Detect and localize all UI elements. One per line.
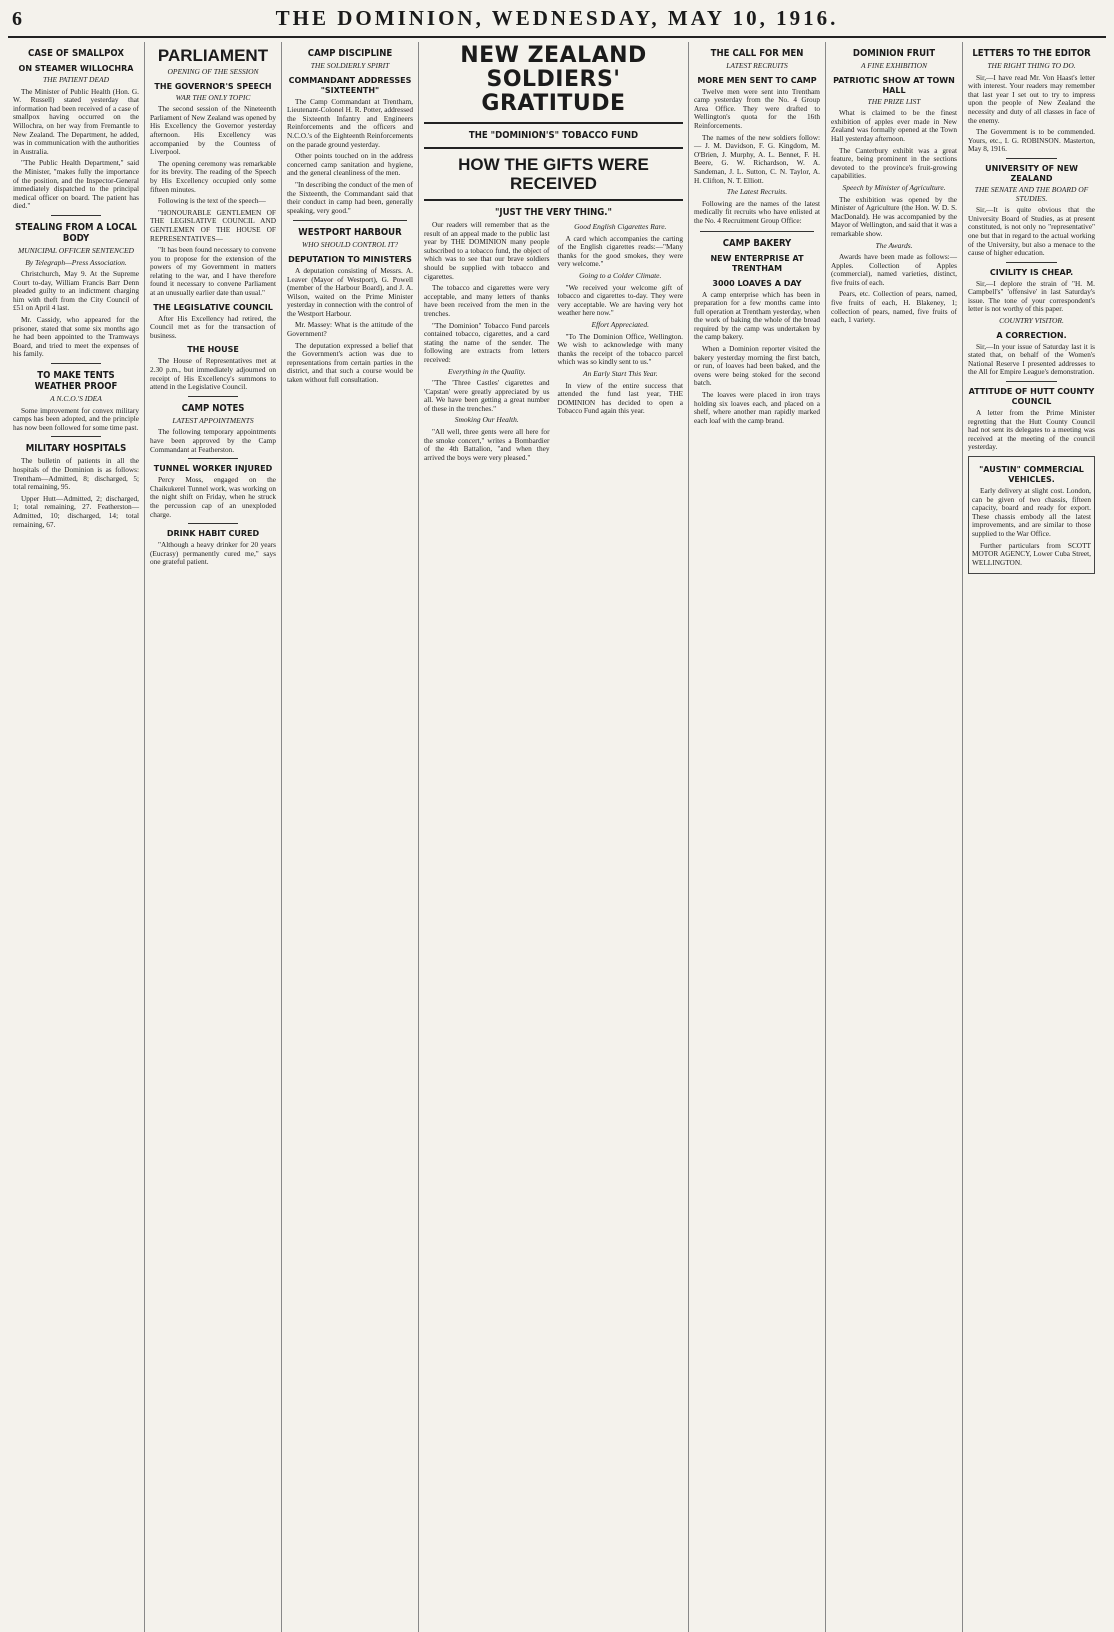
- article-paragraph: Our readers will remember that as the result of an appeal made to the public last year by THE DOMINION many people subscribed to a tobacco fund, the object of which was to see that our brave soldiers should be supplied with tobacco and cigarettes.: [424, 220, 550, 281]
- article-paragraph: After His Excellency had retired, the Council met as for the transaction of business.: [150, 313, 276, 340]
- divider: [51, 436, 101, 437]
- article-paragraph: Sir,—I deplore the strain of "H. M. Campbell's" 'offensive' in last Saturday's issue. The tone of your correspondent's letter is not worthy of this paper.: [968, 278, 1095, 314]
- columns: [8, 42, 1106, 1632]
- feature-headline: NEW ZEALAND SOLDIERS' GRATITUDE: [460, 43, 647, 116]
- article-paragraph: Sir,—In your issue of Saturday last it is stated that, on behalf of the Women's National Reserve I presented addresses to the All for Empire League's demonstration.: [968, 341, 1095, 377]
- article-paragraph: The deputation expressed a belief that the Government's action was due to representations from certain parties in the district, and that such a course would be taken without full consultation.: [287, 340, 413, 385]
- subheadline: 3000 LOAVES A DAY: [712, 278, 802, 288]
- headline: MILITARY HOSPITALS: [25, 443, 127, 455]
- paper-title: THE DOMINION, WEDNESDAY, MAY 10, 1916.: [275, 6, 839, 30]
- column-7: [963, 42, 1100, 1632]
- column-3: [282, 42, 419, 1632]
- masthead: [8, 6, 1106, 38]
- subheadline: NEW ENTERPRISE AT TRENTHAM: [710, 253, 804, 273]
- subheadline: THE PATIENT DEAD: [42, 75, 110, 84]
- subheadline: WHO SHOULD CONTROL IT?: [301, 240, 399, 250]
- article-paragraph: "HONOURABLE GENTLEMEN OF THE LEGISLATIVE COUNCIL AND GENTLEMEN OF THE HOUSE OF REPRESENTATIVES—: [150, 207, 276, 243]
- subheadline: A FINE EXHIBITION: [860, 61, 928, 70]
- divider: [424, 199, 683, 201]
- article-paragraph: Awards have been made as follows:— Apples. Collection of Apples (commercial), named varieties, distinct, five fruits of each.: [831, 252, 957, 287]
- feature-body-right: [558, 221, 684, 465]
- divider: [424, 147, 683, 149]
- feature-body: [424, 221, 683, 465]
- article-paragraph: "The Dominion" Tobacco Fund parcels contained tobacco, cigarettes, and a card stating the name of the sender. The following are extracts from letters received:: [424, 320, 550, 364]
- article-paragraph: Twelve men were sent into Trentham camp yesterday from the No. 4 Group Area Office. They were drafted to Wellington's quota for the 16th Reinforcements.: [694, 86, 820, 130]
- article-paragraph: What is claimed to be the finest exhibition of apples ever made in New Zealand was formally opened at the Town Hall yesterday afternoon.: [831, 108, 957, 143]
- feature-subheadline: "JUST THE VERY THING.": [494, 207, 613, 218]
- section-title: PARLIAMENT: [157, 46, 269, 65]
- headline: CAMP DISCIPLINE: [307, 48, 393, 59]
- subheadline: THE GOVERNOR'S SPEECH: [154, 81, 272, 91]
- article-paragraph: The exhibition was opened by the Minister of Agriculture (the Hon. W. D. S. MacDonald). He was accompanied by the Mayor of Wellington, and said that it was a remarkable show.: [831, 194, 957, 238]
- divider: [293, 220, 406, 221]
- article-paragraph: The Camp Commandant at Trentham, Lieutenant-Colonel H. R. Potter, addressed the Sixteenth Infantry and Engineers Reinforcements and the officers and N.C.O.'s of the Eighteenth Reinforcements on the parade ground yesterday.: [287, 96, 413, 149]
- column-5: [689, 42, 826, 1632]
- divider: [700, 231, 813, 232]
- divider: [1006, 381, 1057, 382]
- article-paragraph: Upper Hutt—Admitted, 2; discharged, 1; total remaining, 27. Featherston—Admitted, 10; discharged, 14; total remaining, 67.: [13, 493, 139, 529]
- subheadline: THE RIGHT THING TO DO.: [987, 61, 1076, 70]
- article-paragraph: Mr. Cassidy, who appeared for the prisoner, stated that some six months ago he had been appointed to the Tramways Board, and tried to meet the expenses of his family.: [13, 315, 139, 359]
- article-paragraph: The following temporary appointments have been approved by the Camp Commandant at Featherston.: [150, 427, 276, 454]
- divider: [188, 458, 238, 459]
- subheadline: COMMANDANT ADDRESSES "SIXTEENTH": [288, 75, 412, 95]
- subheadline: A N.C.O.'S IDEA: [50, 394, 102, 404]
- divider: [188, 523, 238, 524]
- subheadline: Speech by Minister of Agriculture.: [842, 182, 946, 192]
- headline: DOMINION FRUIT: [852, 48, 936, 59]
- headline: CASE OF SMALLPOX: [28, 48, 124, 59]
- article-paragraph: "We received your welcome gift of tobacco and cigarettes to-day. They were very acceptable. We are having very hot weather here now.": [557, 282, 683, 318]
- subheadline: MORE MEN SENT TO CAMP: [697, 75, 817, 85]
- divider: [188, 396, 238, 397]
- column-1: [8, 42, 145, 1632]
- signature: COUNTRY VISITOR.: [999, 316, 1064, 326]
- headline: DRINK HABIT CURED: [166, 529, 260, 539]
- article-paragraph: "All well, three gents were all here for the smoke concert," writes a Bombardier of the 4th Battalion, "and when they arrived the boys were very pleased.": [424, 427, 550, 462]
- column-6: [826, 42, 963, 1632]
- byline: By Telegraph—Press Association.: [25, 257, 127, 267]
- article-paragraph: "The Public Health Department," said the Minister, "makes fully the importance of the position, and the Inspector-General immediately dispatched to the principal medical officer on board. The patient has died.": [13, 158, 139, 211]
- divider: [424, 122, 683, 124]
- subheadline: Good English Cigarettes Rare.: [574, 222, 667, 231]
- column-2: [145, 42, 282, 1632]
- headline: TUNNEL WORKER INJURED: [153, 464, 273, 474]
- headline: A CORRECTION.: [996, 330, 1067, 340]
- headline: CAMP NOTES: [181, 402, 245, 414]
- divider: [51, 215, 101, 216]
- page-number: 6: [12, 8, 22, 30]
- headline: TO MAKE TENTS WEATHER PROOF: [34, 370, 118, 393]
- article-paragraph: In view of the entire success that attended the fund last year, THE DOMINION has decided to open a Tobacco Fund again this year.: [557, 380, 683, 416]
- subheadline: Going to a Colder Climate.: [579, 270, 662, 280]
- subheadline: An Early Start This Year.: [582, 368, 658, 378]
- headline: CAMP BAKERY: [722, 237, 792, 249]
- subheadline: Effort Appreciated.: [591, 319, 649, 329]
- article-paragraph: The second session of the Nineteenth Parliament of New Zealand was opened by His Excellency the Governor yesterday afternoon. His Excellency was accompanied by the Countess of Liverpool.: [150, 104, 276, 157]
- subheadline: LATEST RECRUITS: [726, 61, 788, 70]
- article-paragraph: Other points touched on in the address concerned camp sanitation and hygiene, and the general cleanliness of the men.: [287, 151, 413, 178]
- ad-contact: Further particulars from SCOTT MOTOR AGENCY, Lower Cuba Street, WELLINGTON.: [972, 540, 1091, 567]
- column-4-feature: [419, 42, 689, 1632]
- subheadline: THE SENATE AND THE BOARD OF STUDIES.: [974, 184, 1089, 203]
- headline: UNIVERSITY OF NEW ZEALAND: [985, 163, 1078, 183]
- article-paragraph: The opening ceremony was remarkable for its brevity. The reading of the Speech by His Excellency occupied only some fifteen minutes.: [150, 158, 276, 194]
- subheadline: ON STEAMER WILLOCHRA: [18, 64, 134, 73]
- article-paragraph: The Canterbury exhibit was a great feature, being prominent in the sections devoted to the province's fruit-growing capabilities.: [831, 145, 957, 181]
- subheadline: PATRIOTIC SHOW AT TOWN HALL: [833, 75, 955, 95]
- article-paragraph: Percy Moss, engaged on the Chaikukerel Tunnel work, was working on the night shift on Friday, when he struck the percussion cap of an unexploded charge.: [150, 475, 276, 519]
- headline: LETTERS TO THE EDITOR: [972, 48, 1091, 59]
- subheadline: THE SOLDIERLY SPIRIT: [310, 61, 390, 70]
- article-paragraph: The names of the new soldiers follow:— J. M. Davidson, F. G. Kingdom, M. O'Brien, J. Murphy, A. L. Bennet, F. H. Beere, G. W. Richardson, W. A. Sandeman, J. L. Sutton, C. N. Taylor, A. H. Clifton, N. T. Elliott.: [694, 132, 820, 185]
- article-paragraph: Mr. Massey: What is the attitude of the Government?: [287, 320, 413, 339]
- subheadline: The Latest Recruits.: [726, 187, 788, 197]
- article-paragraph: Pears, etc. Collection of pears, named, five fruits of each, H. Blakeney, 1; collection of pears, named, five fruits of each, 1 variety.: [831, 289, 957, 325]
- article-paragraph: Following are the names of the latest medically fit recruits who have enlisted at the No. 4 Recruitment Group Office:: [694, 198, 820, 225]
- ad-headline: "AUSTIN" COMMERCIAL VEHICLES.: [979, 465, 1084, 484]
- ad-body: Early delivery at slight cost. London, can be given of two chassis, fifteen capacity, board and ready for export. These chassis embody all the latest improvements, and are similar to those supplied to the War Office.: [972, 486, 1091, 538]
- article-paragraph: The tobacco and cigarettes were very acceptable, and many letters of thanks have been received from the men in the trenches.: [424, 283, 550, 318]
- article-paragraph: The Minister of Public Health (Hon. G. W. Russell) stated yesterday that information had been received of a case of smallpox having occurred on the Willochra, on her way from Fremantle to New Zealand. The Department, he added, was in communication with the authorities in Australia.: [13, 86, 139, 156]
- article-paragraph: Christchurch, May 9. At the Supreme Court to-day, William Francis Barr Denn pleaded guilty to an indictment charging him with theft from the City Council of £51 on April 4 last.: [13, 269, 139, 313]
- divider: [51, 363, 101, 364]
- subheadline: MUNICIPAL OFFICER SENTENCED: [18, 245, 134, 255]
- article-paragraph: Following is the text of the speech—: [158, 196, 266, 206]
- article-paragraph: "Although a heavy drinker for 20 years (Eucrasy) permanently cured me," says one grateful patient.: [150, 540, 276, 567]
- article-paragraph: Some improvement for convex military camps has been adopted, and the principle has now been followed for some time past.: [13, 405, 139, 432]
- subheadline: WAR THE ONLY TOPIC: [175, 92, 251, 102]
- article-paragraph: Sir,—It is quite obvious that the University Board of Studies, as at present constituted, is not only no "representative" one but that in regard to the actual working of the University, but also a menace to the cause of higher education.: [968, 205, 1095, 258]
- subheadline: THE HOUSE: [187, 345, 239, 355]
- headline: CIVILITY IS CHEAP.: [989, 267, 1074, 277]
- article-paragraph: "In describing the conduct of the men of the Sixteenth, the Commandant said that their conduct in camp had been, generally speaking, very good.": [287, 179, 413, 215]
- subheadline: THE PRIZE LIST: [867, 96, 921, 106]
- subheadline: THE LEGISLATIVE COUNCIL: [153, 302, 273, 312]
- article-paragraph: A letter from the Prime Minister regretting that the Hutt County Council had not sent its delegates to a meeting was received at the meeting of the council yesterday.: [968, 408, 1095, 452]
- feature-subheadline: THE "DOMINION'S" TOBACCO FUND: [468, 130, 639, 141]
- article-paragraph: A card which accompanies the carting of the English cigarettes reads:—"Many thanks for the good smokes, they were very welcome.": [557, 233, 683, 269]
- headline: WESTPORT HARBOUR: [298, 227, 402, 239]
- feature-subheadline: HOW THE GIFTS WERE RECEIVED: [458, 155, 649, 193]
- article-paragraph: When a Dominion reporter visited the bakery yesterday morning the first batch, or run, of loaves had been baked, and the ovens were being stoked for the second batch.: [694, 344, 820, 388]
- article-paragraph: "The 'Three Castles' cigarettes and 'Capstan' were greatly appreciated by us all. We have been getting a great number of these in the trenches.": [424, 378, 550, 413]
- article-paragraph: The bulletin of patients in all the hospitals of the Dominion is as follows: Trentham—Admitted, 8; discharged, 5; total remaining, 95.: [13, 456, 139, 492]
- article-paragraph: "It has been found necessary to convene you to propose for the extension of the powers of my Government in matters relating to the war, and I have therefore found it necessary to convene Parliament at an unusually earlier date than usual.": [150, 245, 276, 298]
- headline: THE CALL FOR MEN: [710, 48, 804, 59]
- article-paragraph: "To The Dominion Office, Wellington. We wish to acknowledge with many thanks the receipt of the tobacco parcel which was so kindly sent to us.": [557, 331, 683, 367]
- article-paragraph: The loaves were placed in iron trays holding six loaves each, and placed on a shelf, where another man rapidly marked each loaf with the camp brand.: [694, 390, 820, 425]
- article-paragraph: The Government is to be commended. Yours, etc., I. G. ROBINSON. Masterton, May 8, 1916.: [968, 127, 1095, 154]
- subheadline: The Awards.: [875, 240, 913, 250]
- subheadline: Everything in the Quality.: [448, 366, 526, 376]
- feature-body-left: [424, 221, 550, 465]
- subheadline: Smoking Our Health.: [454, 415, 519, 425]
- article-paragraph: Sir,—I have read Mr. Von Haast's letter with interest. Your readers may remember that last year I set out to try to impress upon the people of New Zealand the necessity and duty of all classes in face of the enemy.: [968, 72, 1095, 125]
- article-paragraph: The House of Representatives met at 2.30 p.m., but immediately adjourned on receipt of His Excellency's summons to attend in the Legislative Council.: [150, 356, 276, 392]
- headline: STEALING FROM A LOCAL BODY: [15, 221, 137, 244]
- divider: [1006, 158, 1057, 159]
- subheadline: DEPUTATION TO MINISTERS: [288, 254, 412, 264]
- subheadline: OPENING OF THE SESSION: [167, 67, 259, 76]
- article-paragraph: A camp enterprise which has been in preparation for a few months came into full operation at Trentham yesterday, when the work of baking the whole of the bread required by the camp was undertaken by the camp bakery.: [694, 289, 820, 342]
- article-paragraph: A deputation consisting of Messrs. A. Leaver (Mayor of Westport), G. Powell (member of the Harbour Board), and J. A. Wilson, waited on the Prime Minister yesterday in connection with the control of the Westport Harbour.: [287, 265, 413, 318]
- advertisement: [968, 456, 1095, 574]
- divider: [1006, 262, 1057, 263]
- headline: ATTITUDE OF HUTT COUNTY COUNCIL: [968, 387, 1095, 407]
- subheadline: LATEST APPOINTMENTS: [172, 415, 254, 425]
